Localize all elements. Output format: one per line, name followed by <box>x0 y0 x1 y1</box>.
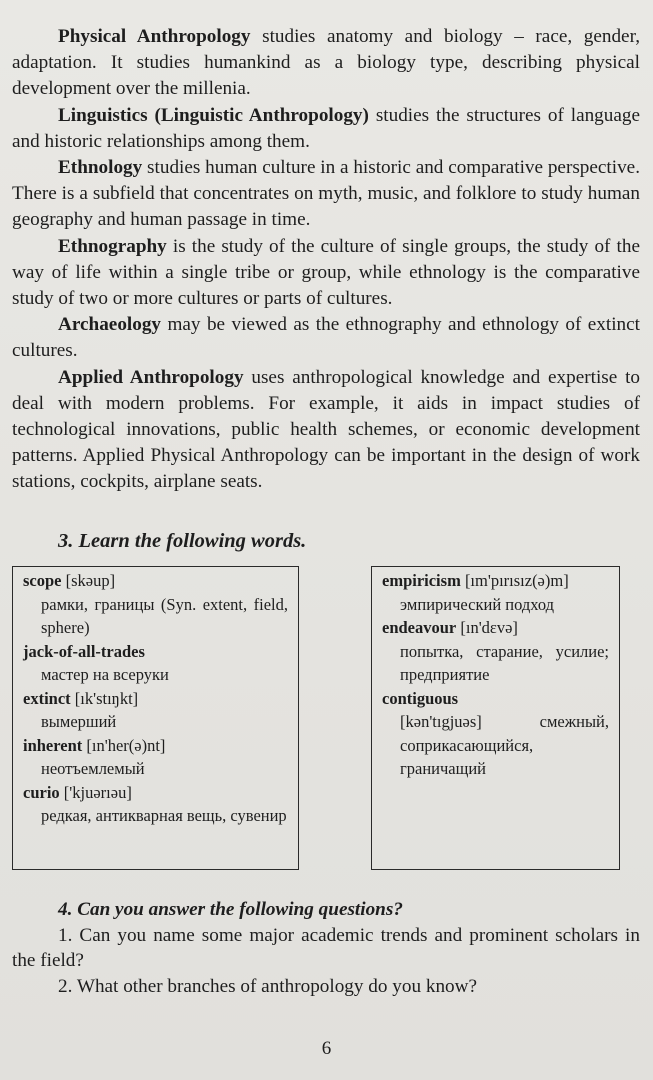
vocab-entry-empiricism <box>382 569 609 616</box>
term: Physical Anthropology <box>58 26 251 47</box>
vocab-entry-jack-of-all-trades <box>23 640 288 687</box>
definition: studies human culture in a historic and comparative perspective. There is a subfield that concentrates on myth, music, and folklore to study human geography and human passage in time. <box>12 157 640 231</box>
exercise-4-title: 4. Can you answer the following questions? <box>58 899 403 920</box>
question-1: 1. Can you name some major academic trends and prominent scholars in the field? <box>12 924 640 971</box>
term: Ethnography <box>58 235 167 257</box>
vocab-transcription: ['kjuərıəu] <box>59 782 132 802</box>
vocab-entry-extinct <box>23 687 288 734</box>
vocab-translation: мастер на всеруки <box>41 665 169 684</box>
paragraph-applied-anthropology <box>12 365 640 496</box>
vocab-entry-inherent <box>23 734 288 781</box>
vocab-transcription: [ın'her(ə)nt] <box>82 735 166 755</box>
vocab-word: scope <box>23 571 62 590</box>
page-number: 6 <box>321 1038 332 1059</box>
paragraph-ethnography <box>12 234 640 313</box>
vocab-word: contiguous <box>382 688 459 708</box>
term: Applied Anthropology <box>58 366 244 388</box>
definition: uses anthropological knowledge and expertise to deal with modern problems. For example, it aids in impact studies of technological innovations, public health schemes, or economic development patterns. Applied Physical Anthropology can be important in the design of work stations, cockpits, airplane seats. <box>12 366 640 493</box>
definition: may be viewed as the ethnography and ethnology of extinct cultures. <box>12 314 640 362</box>
vocab-word: jack-of-all-trades <box>23 641 145 661</box>
question-2: 2. What other branches of anthropology do you know? <box>58 975 478 997</box>
vocab-word: inherent <box>23 735 83 755</box>
anthropology-branches-text <box>12 24 640 496</box>
vocab-entry-contiguous <box>382 687 609 781</box>
vocab-transcription: [ık'stıŋkt] <box>70 688 139 708</box>
vocabulary-box-left <box>12 566 299 870</box>
vocab-translation: [kən'tıgjuəs] смежный, соприкасающийся, граничащий <box>400 712 609 778</box>
vocab-transcription: [ım'pırısız(ə)m] <box>460 571 569 590</box>
vocab-translation: редкая, антикварная вещь, сувенир <box>41 806 287 825</box>
term: Archaeology <box>58 314 162 336</box>
paragraph-ethnology <box>12 155 640 234</box>
exercise-3-title: 3. Learn the following words. <box>58 530 307 552</box>
term: Linguistics (Linguistic Anthropology) <box>58 104 369 126</box>
definition: is the study of the culture of single groups, the study of the way of life within a single tribe or group, while ethnology is the comparative study of two or more cultures or parts of cultures. <box>12 235 640 310</box>
vocab-translation: рамки, границы (Syn. extent, field, sphere) <box>41 594 288 637</box>
paragraph-archaeology <box>12 312 640 364</box>
vocab-word: empiricism <box>382 571 461 590</box>
vocab-entry-endeavour <box>382 616 609 687</box>
vocab-word: endeavour <box>382 618 457 637</box>
vocab-translation: эмпирический подход <box>400 594 555 614</box>
vocab-entry-scope <box>23 569 288 640</box>
paragraph-linguistics <box>12 103 640 155</box>
vocab-word: extinct <box>23 688 71 708</box>
paragraph-physical-anthropology <box>12 24 640 103</box>
vocab-entry-curio <box>23 781 288 828</box>
vocab-translation: попытка, старание, усилие; предприятие <box>400 641 609 684</box>
vocab-translation: вымерший <box>41 712 117 731</box>
term: Ethnology <box>58 157 143 179</box>
vocabulary-box-right <box>371 566 620 870</box>
vocab-transcription: [ın'dɛvə] <box>456 618 518 637</box>
vocab-transcription: [skəup] <box>61 571 116 590</box>
definition: studies the structures of language and historic relationships among them. <box>12 104 640 152</box>
vocab-translation: неотъемлемый <box>41 759 145 778</box>
vocab-word: curio <box>23 782 60 802</box>
exercise-4 <box>12 897 640 999</box>
definition: studies anatomy and biology – race, gender, adaptation. It studies humankind as a biology type, describing physical development over the millenia. <box>12 26 640 100</box>
